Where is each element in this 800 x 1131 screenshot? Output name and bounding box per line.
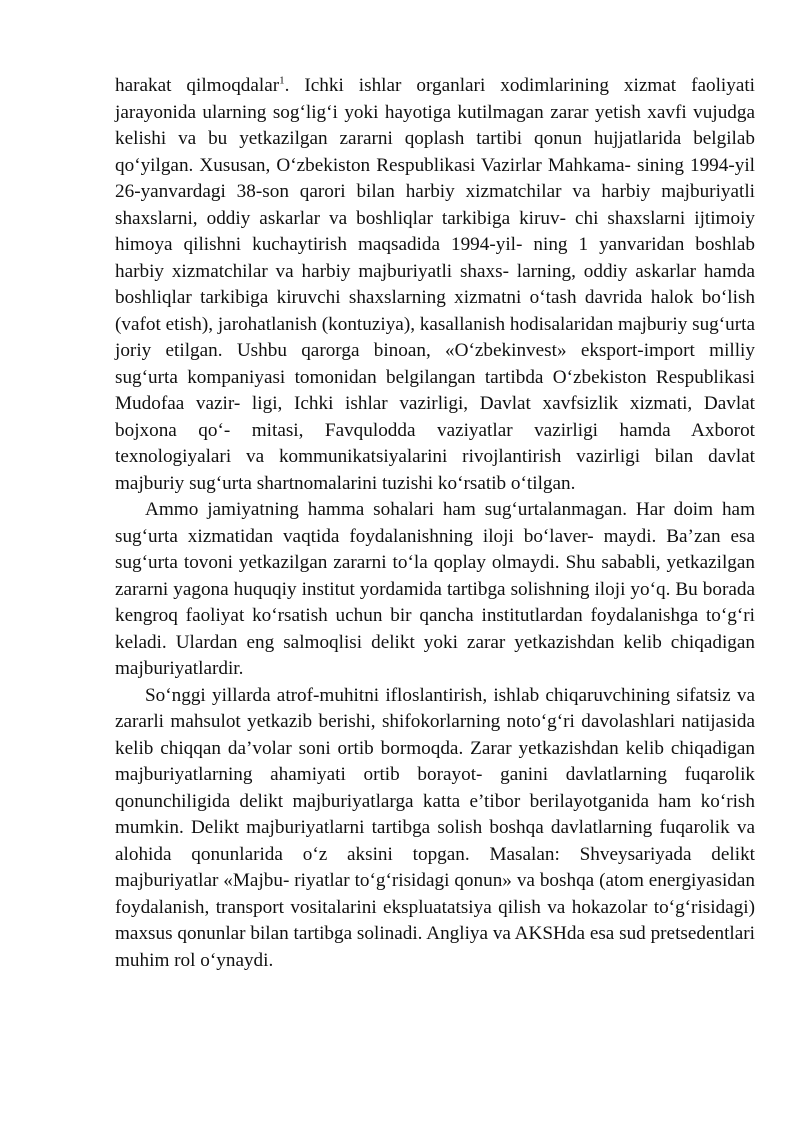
- paragraph-1-text-before: harakat qilmoqdalar: [115, 75, 280, 96]
- paragraph-1: [115, 73, 755, 497]
- paragraph-2: Ammo jamiyatning hamma sohalari ham sug‘urtalanmagan. Har doim ham sug‘urta xizmatidan vaqtida foydalanishning iloji bo‘laver- maydi. Ba’zan esa sug‘urta tovoni yetkazilgan zararni to‘la qoplay olmaydi. Shu sababli, yetkazilgan zararni yagona huquqiy institut yordamida tartibga solishning iloji yo‘q. Bu borada kengroq faoliyat ko‘rsatish uchun bir qancha institutlardan foydalanishga to‘g‘ri keladi. Ulardan eng salmoqlisi delikt yoki zarar yetkazishdan kelib chiqadigan majburiyatlardir.: [115, 499, 755, 679]
- paragraph-3: So‘nggi yillarda atrof-muhitni ifloslantirish, ishlab chiqaruvchining sifatsiz va zararli mahsulot yetkazib berishi, shifokorlarning noto‘g‘ri davolashlari natijasida kelib chiqqan da’volar soni ortib bormoqda. Zarar yetkazishdan kelib chiqadigan majburiyatlarning ahamiyati ortib borayot- ganini davlatlarning fuqarolik qonunchiligida delikt majburiyatlarga katta e’tibor berilayotganida ham ko‘rish mumkin. Delikt majburiyatlarni tartibga solish boshqa davlatlarning fuqarolik va alohida qonunlarida o‘z aksini topgan. Masalan: Shveysariyada delikt majburiyatlar «Majbu- riyatlar to‘g‘risidagi qonun» va boshqa (atom energiyasidan foydalanish, transport vositalarini ekspluatatsiya qilish va hokazolar to‘g‘risidagi) maxsus qonunlar bilan tartibga solinadi. Angliya va AKSHda esa sud pretsedentlari muhim rol o‘ynaydi.: [115, 684, 755, 971]
- document-page: [115, 73, 755, 974]
- paragraph-1-text-after: . Ichki ishlar organlari xodimlarining xizmat faoliyati jarayonida ularning sog‘lig‘i yoki hayotiga kutilmagan zarar yetish xavfi vujudga kelishi va bu yetkazilgan zararni qoplash tartibi qonun hujjatlarida belgilab qo‘yilgan. Xususan, O‘zbekiston Respublikasi Vazirlar Mahkama- sining 1994-yil 26-yanvardagi 38-son qarori bilan harbiy xizmatchilar va harbiy majburiyatli shaxslarni, oddiy askarlar va boshliqlar tarkibiga kiruv- chi shaxslarni ijtimoiy himoya qilishni kuchaytirish maqsadida 1994-yil- ning 1 yanvaridan boshlab harbiy xizmatchilar va harbiy majburiyatli shaxs- larning, oddiy askarlar hamda boshliqlar tarkibiga kiruvchi shaxslarning xizmatni o‘tash davrida halok bo‘lish (vafot etish), jarohatlanish (kontuziya), kasallanish hodisalaridan majburiy sug‘urta joriy etilgan. Ushbu qarorga binoan, «O‘zbekinvest» eksport-import milliy sug‘urta kompaniyasi tomonidan belgilangan tartibda O‘zbekiston Respublikasi Mudofaa vazir- ligi, Ichki ishlar vazirligi, Davlat xavfsizlik xizmati, Davlat bojxona qo‘- mitasi, Favqulodda vaziyatlar vazirligi hamda Axborot texnologiyalari va kommunikatsiyalarini rivojlantirish vazirligi bilan davlat majburiy sug‘urta shartnomalarini tuzishi ko‘rsatib o‘tilgan.: [115, 75, 756, 494]
- footnote-marker[interactable]: 1: [279, 74, 285, 87]
